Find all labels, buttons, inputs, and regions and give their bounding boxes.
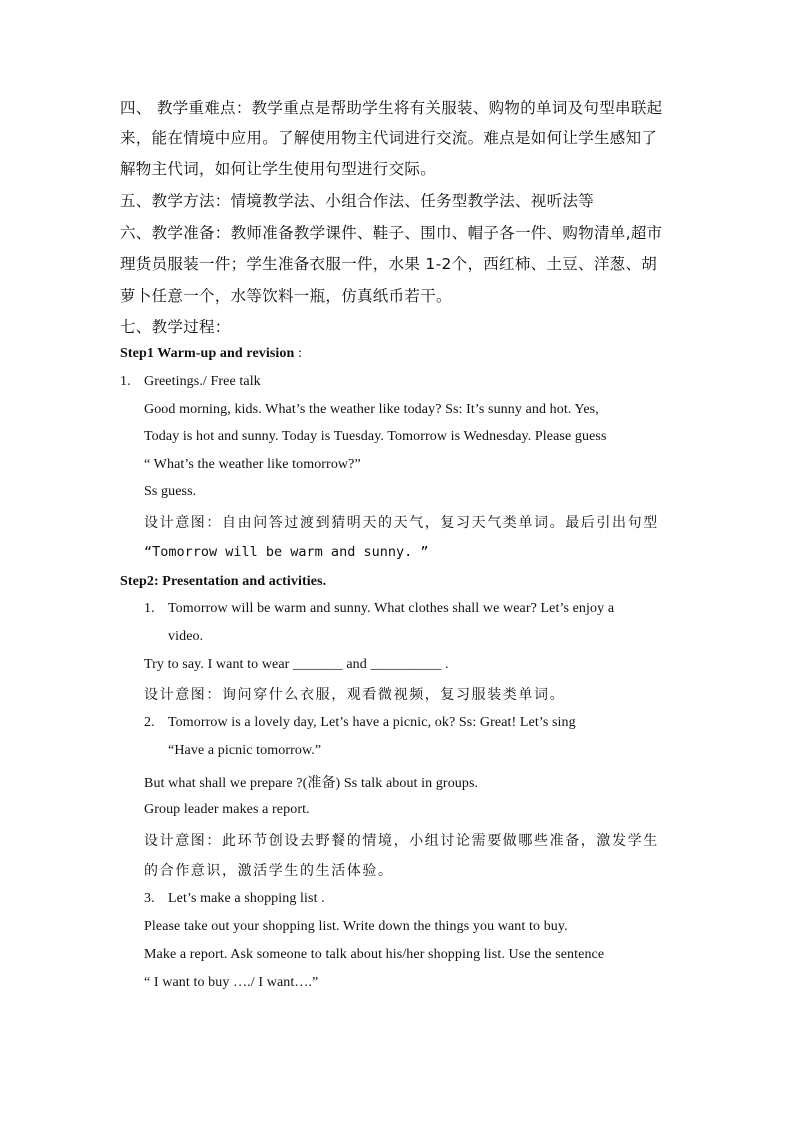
- section-5-teaching-methods: 五、教学方法：情境教学法、小组合作法、任务型教学法、视听法等: [120, 192, 595, 210]
- step2-item-2-line-2: “Have a picnic tomorrow.”: [168, 743, 322, 758]
- step1-dialogue-line-4: Ss guess.: [144, 484, 197, 499]
- step1-dialogue-line-1: Good morning, kids. What’s the weather like today? Ss: It’s sunny and hot. Yes,: [144, 402, 599, 417]
- section-6-line-2: 理货员服装一件；学生准备衣服一件，水果 1-2个，西红柿、土豆、洋葱、胡: [120, 255, 658, 273]
- step1-item-1: [120, 374, 261, 390]
- section-4-line-2: 来，能在情境中应用。了解使用物主代词进行交流。难点是如何让学生感知了: [120, 129, 658, 147]
- section-4-line-1: 四、 教学重难点：教学重点是帮助学生将有关服装、购物的单词及句型串联起: [120, 99, 663, 117]
- step2-prepare-line: But what shall we prepare ?(准备) Ss talk about in groups.: [144, 776, 479, 791]
- list-number: 1.: [144, 601, 155, 616]
- section-7-heading: 七、教学过程：: [120, 318, 231, 336]
- step1-heading-colon: :: [294, 346, 302, 361]
- step2-item-3-line-2: Make a report. Ask someone to talk about his/her shopping list. Use the sentence: [144, 947, 605, 962]
- step2-try-to-say: Try to say. I want to wear _______ and __________ .: [144, 657, 449, 672]
- step1-dialogue-line-2: Today is hot and sunny. Today is Tuesday. Tomorrow is Wednesday. Please guess: [144, 429, 607, 444]
- step1-heading-text: Step1 Warm-up and revision: [120, 346, 295, 361]
- step2-item-1-line-2: video.: [168, 629, 204, 644]
- step2-leader-line: Group leader makes a report.: [144, 802, 310, 817]
- section-6-line-1: 六、教学准备：教师准备教学课件、鞋子、围巾、帽子各一件、购物清单,超市: [120, 224, 663, 242]
- step1-dialogue-line-3: “ What’s the weather like tomorrow?”: [144, 457, 361, 472]
- step2-item-1: [144, 601, 614, 617]
- step1-heading: [120, 346, 302, 362]
- section-6-line-3: 萝卜任意一个，水等饮料一瓶，仿真纸币若干。: [120, 287, 452, 305]
- list-number: 3.: [144, 891, 155, 906]
- step2-heading: Step2: Presentation and activities.: [120, 574, 327, 589]
- step1-design-note-line-1: 设计意图：自由问答过渡到猜明天的天气，复习天气类单词。最后引出句型: [144, 515, 659, 531]
- step2-item-3-line-1: Please take out your shopping list. Write down the things you want to buy.: [144, 919, 568, 934]
- step1-item-1-title: Greetings./ Free talk: [144, 374, 261, 389]
- step1-design-note-line-2: “Tomorrow will be warm and sunny. ”: [144, 544, 429, 560]
- section-4-line-3: 解物主代词，如何让学生使用句型进行交际。: [120, 160, 437, 178]
- step2-design-note-1: 设计意图：询问穿什么衣服，观看微视频，复习服装类单词。: [144, 687, 566, 703]
- step2-design-note-2-line-2: 的合作意识，激活学生的生活体验。: [144, 863, 394, 879]
- step2-item-1-line-1: Tomorrow will be warm and sunny. What clothes shall we wear? Let’s enjoy a: [168, 601, 615, 616]
- list-number: 2.: [144, 715, 155, 730]
- step2-design-note-2-line-1: 设计意图：此环节创设去野餐的情境，小组讨论需要做哪些准备，激发学生: [144, 833, 659, 849]
- step2-item-2: [144, 715, 576, 731]
- step2-item-3-line-3: “ I want to buy …./ I want….”: [144, 975, 319, 990]
- step2-item-2-line-1: Tomorrow is a lovely day, Let’s have a picnic, ok? Ss: Great! Let’s sing: [168, 715, 576, 730]
- list-number: 1.: [120, 374, 131, 389]
- step2-item-3-title: Let’s make a shopping list .: [168, 891, 325, 906]
- step2-item-3: [144, 891, 325, 907]
